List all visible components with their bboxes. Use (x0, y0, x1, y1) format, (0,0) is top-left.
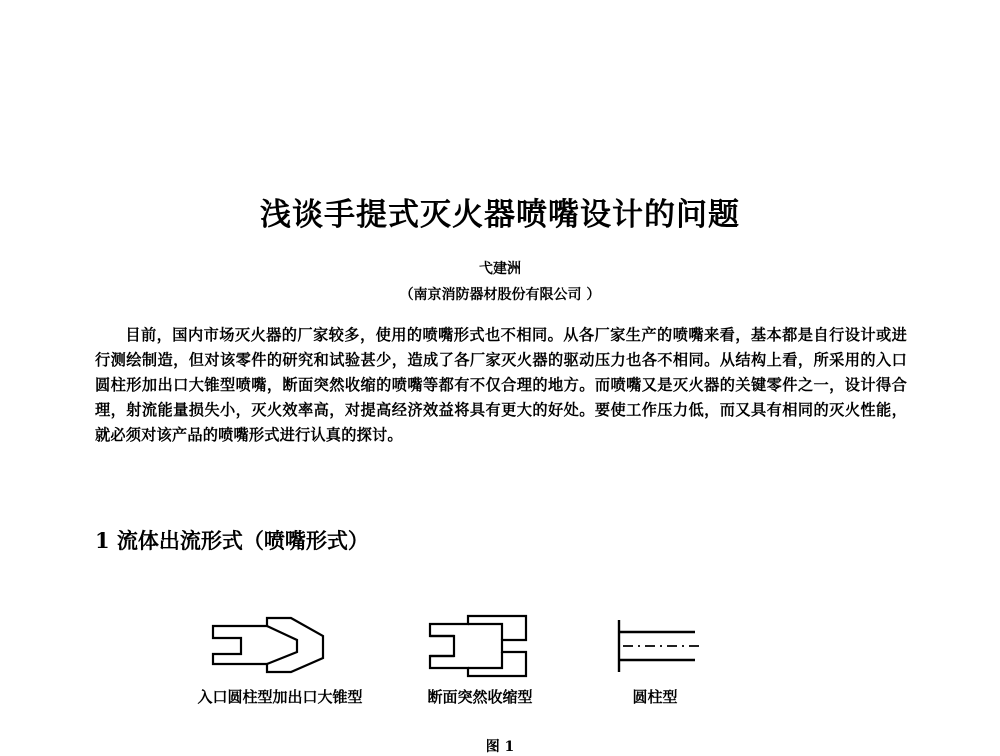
nozzle-cylindrical-diagram-icon (555, 610, 755, 682)
figure-group (95, 610, 907, 740)
author-name: 弋建洲 (479, 261, 521, 277)
figure-item (555, 610, 755, 707)
figure-label: 图 1 (485, 739, 515, 755)
figure-caption: 断面突然收缩型 (427, 688, 533, 706)
figure-caption: 入口圆柱型加出口大锥型 (197, 688, 363, 706)
page-title: 浅谈手提式灭火器喷嘴设计的问题 (260, 196, 740, 233)
nozzle-cone-outlet-diagram-icon (150, 610, 410, 682)
figure-caption: 圆柱型 (632, 688, 678, 706)
nozzle-sudden-contraction-diagram-icon (375, 610, 585, 682)
author-affiliation: （南京消防器材股份有限公司 ） (399, 287, 601, 303)
section-heading-1: 1 流体出流形式（喷嘴形式） (95, 528, 369, 554)
figure-item (375, 610, 585, 707)
figure-item (150, 610, 410, 707)
abstract-paragraph: 目前，国内市场灭火器的厂家较多，使用的喷嘴形式也不相同。从各厂家生产的喷嘴来看，基本都是自行设计或进行测绘制造，但对该零件的研究和试验甚少，造成了各厂家灭火器的驱动压力也各不相同。从结构上看，所采用的入口圆柱形加出口大锥型喷嘴，断面突然收缩的喷嘴等都有不仅合理的地方。而喷嘴又是灭火器的关键零件之一，设计得合理，射流能量损失小，灭火效率高，对提高经济效益将具有更大的好处。要使工作压力低，而又具有相同的灭火性能，就必须对该产品的喷嘴形式进行认真的探讨。 (95, 326, 907, 445)
